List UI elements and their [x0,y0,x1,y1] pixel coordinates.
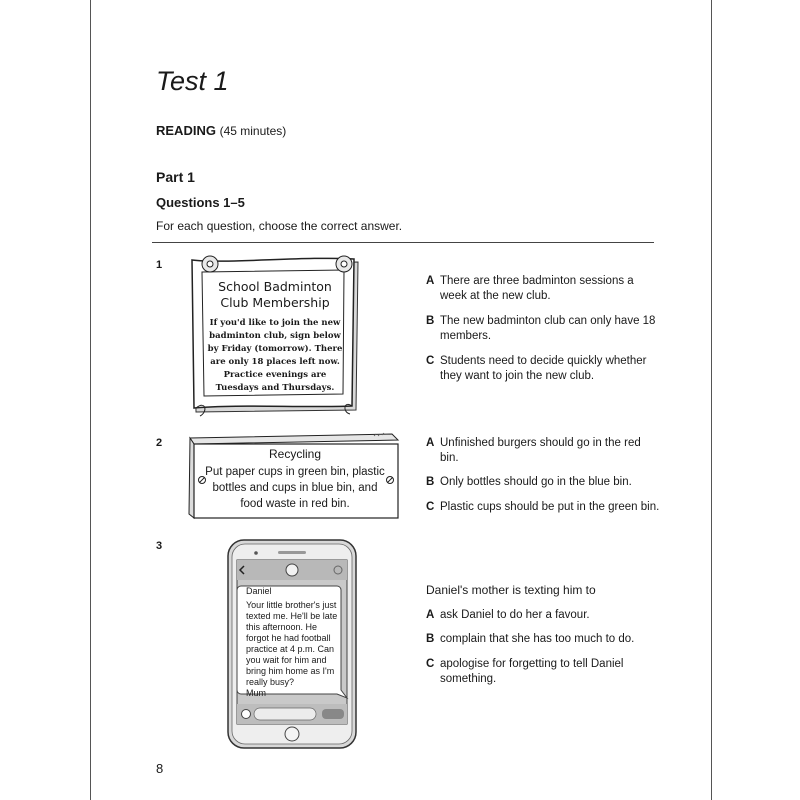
option-text: ask Daniel to do her a favour. [440,609,590,621]
option-a[interactable] [426,274,661,304]
notice-1-title-line2: Club Membership [220,295,330,310]
option-text: Unfinished burgers should go in the red bin. [440,437,641,464]
instructions: For each question, choose the correct answer. [156,219,403,233]
question-number-2: 2 [156,437,163,449]
option-letter: B [426,315,435,327]
option-letter: A [426,609,435,621]
question-3-prompt: Daniel's mother is texting him to [426,583,596,597]
option-letter: B [426,633,435,645]
notice-2-title: Recycling [268,447,322,461]
option-letter: C [426,501,435,513]
page-title: Test 1 [156,66,229,96]
divider [152,242,654,243]
option-b[interactable] [426,314,661,344]
option-a[interactable] [426,608,661,623]
option-c[interactable] [426,354,661,384]
option-text: There are three badminton sessions a week at the new club. [440,275,634,302]
pin-icon [202,256,218,272]
sms-message: Your little brother's just texted me. He'll be late this afternoon. He forgot he had football practice at 4 p.m. Can you wait for him and bring him home as I'm really busy? [246,600,338,687]
option-c[interactable] [426,500,661,515]
option-letter: A [426,437,435,449]
option-b[interactable] [426,475,661,490]
question-number-1: 1 [156,259,163,271]
question-number-3: 3 [156,540,163,552]
pin-icon [336,256,352,272]
page-number: 8 [156,761,164,776]
option-text: Plastic cups should be put in the green bin. [440,501,660,513]
option-letter: A [426,275,435,287]
option-text: Only bottles should go in the blue bin. [440,476,632,488]
section-label: READING [156,123,216,138]
notice-2-body: Put paper cups in green bin, plastic bottles and cups in blue bin, and food waste in red bin. [205,466,385,510]
option-letter: C [426,355,435,367]
option-text: apologise for forgetting to tell Daniel something. [440,658,624,685]
avatar [286,564,298,576]
option-text: The new badminton club can only have 18 members. [440,315,656,342]
option-c[interactable] [426,657,661,687]
option-letter: C [426,658,435,670]
option-a[interactable] [426,436,661,466]
option-letter: B [426,476,435,488]
section-duration: (45 minutes) [219,124,287,138]
notice-1-title-line1: School Badminton [218,279,332,294]
sms-signature: Mum [246,688,266,698]
sms-sender: Daniel [246,586,272,596]
questions-range: Questions 1–5 [156,195,245,210]
notice-1-body: If you'd like to join the new badminton club, sign below by Friday (tomorrow). There are only 18 places left now. Practice evenings are Tuesdays and Thursdays. [207,318,343,393]
section-heading [156,123,286,138]
home-button-icon [285,727,299,741]
option-text: Students need to decide quickly whether they want to join the new club. [440,355,647,382]
option-b[interactable] [426,632,661,647]
part-heading: Part 1 [156,169,195,185]
option-text: complain that she has too much to do. [440,633,635,645]
notice-1-title [205,279,345,311]
